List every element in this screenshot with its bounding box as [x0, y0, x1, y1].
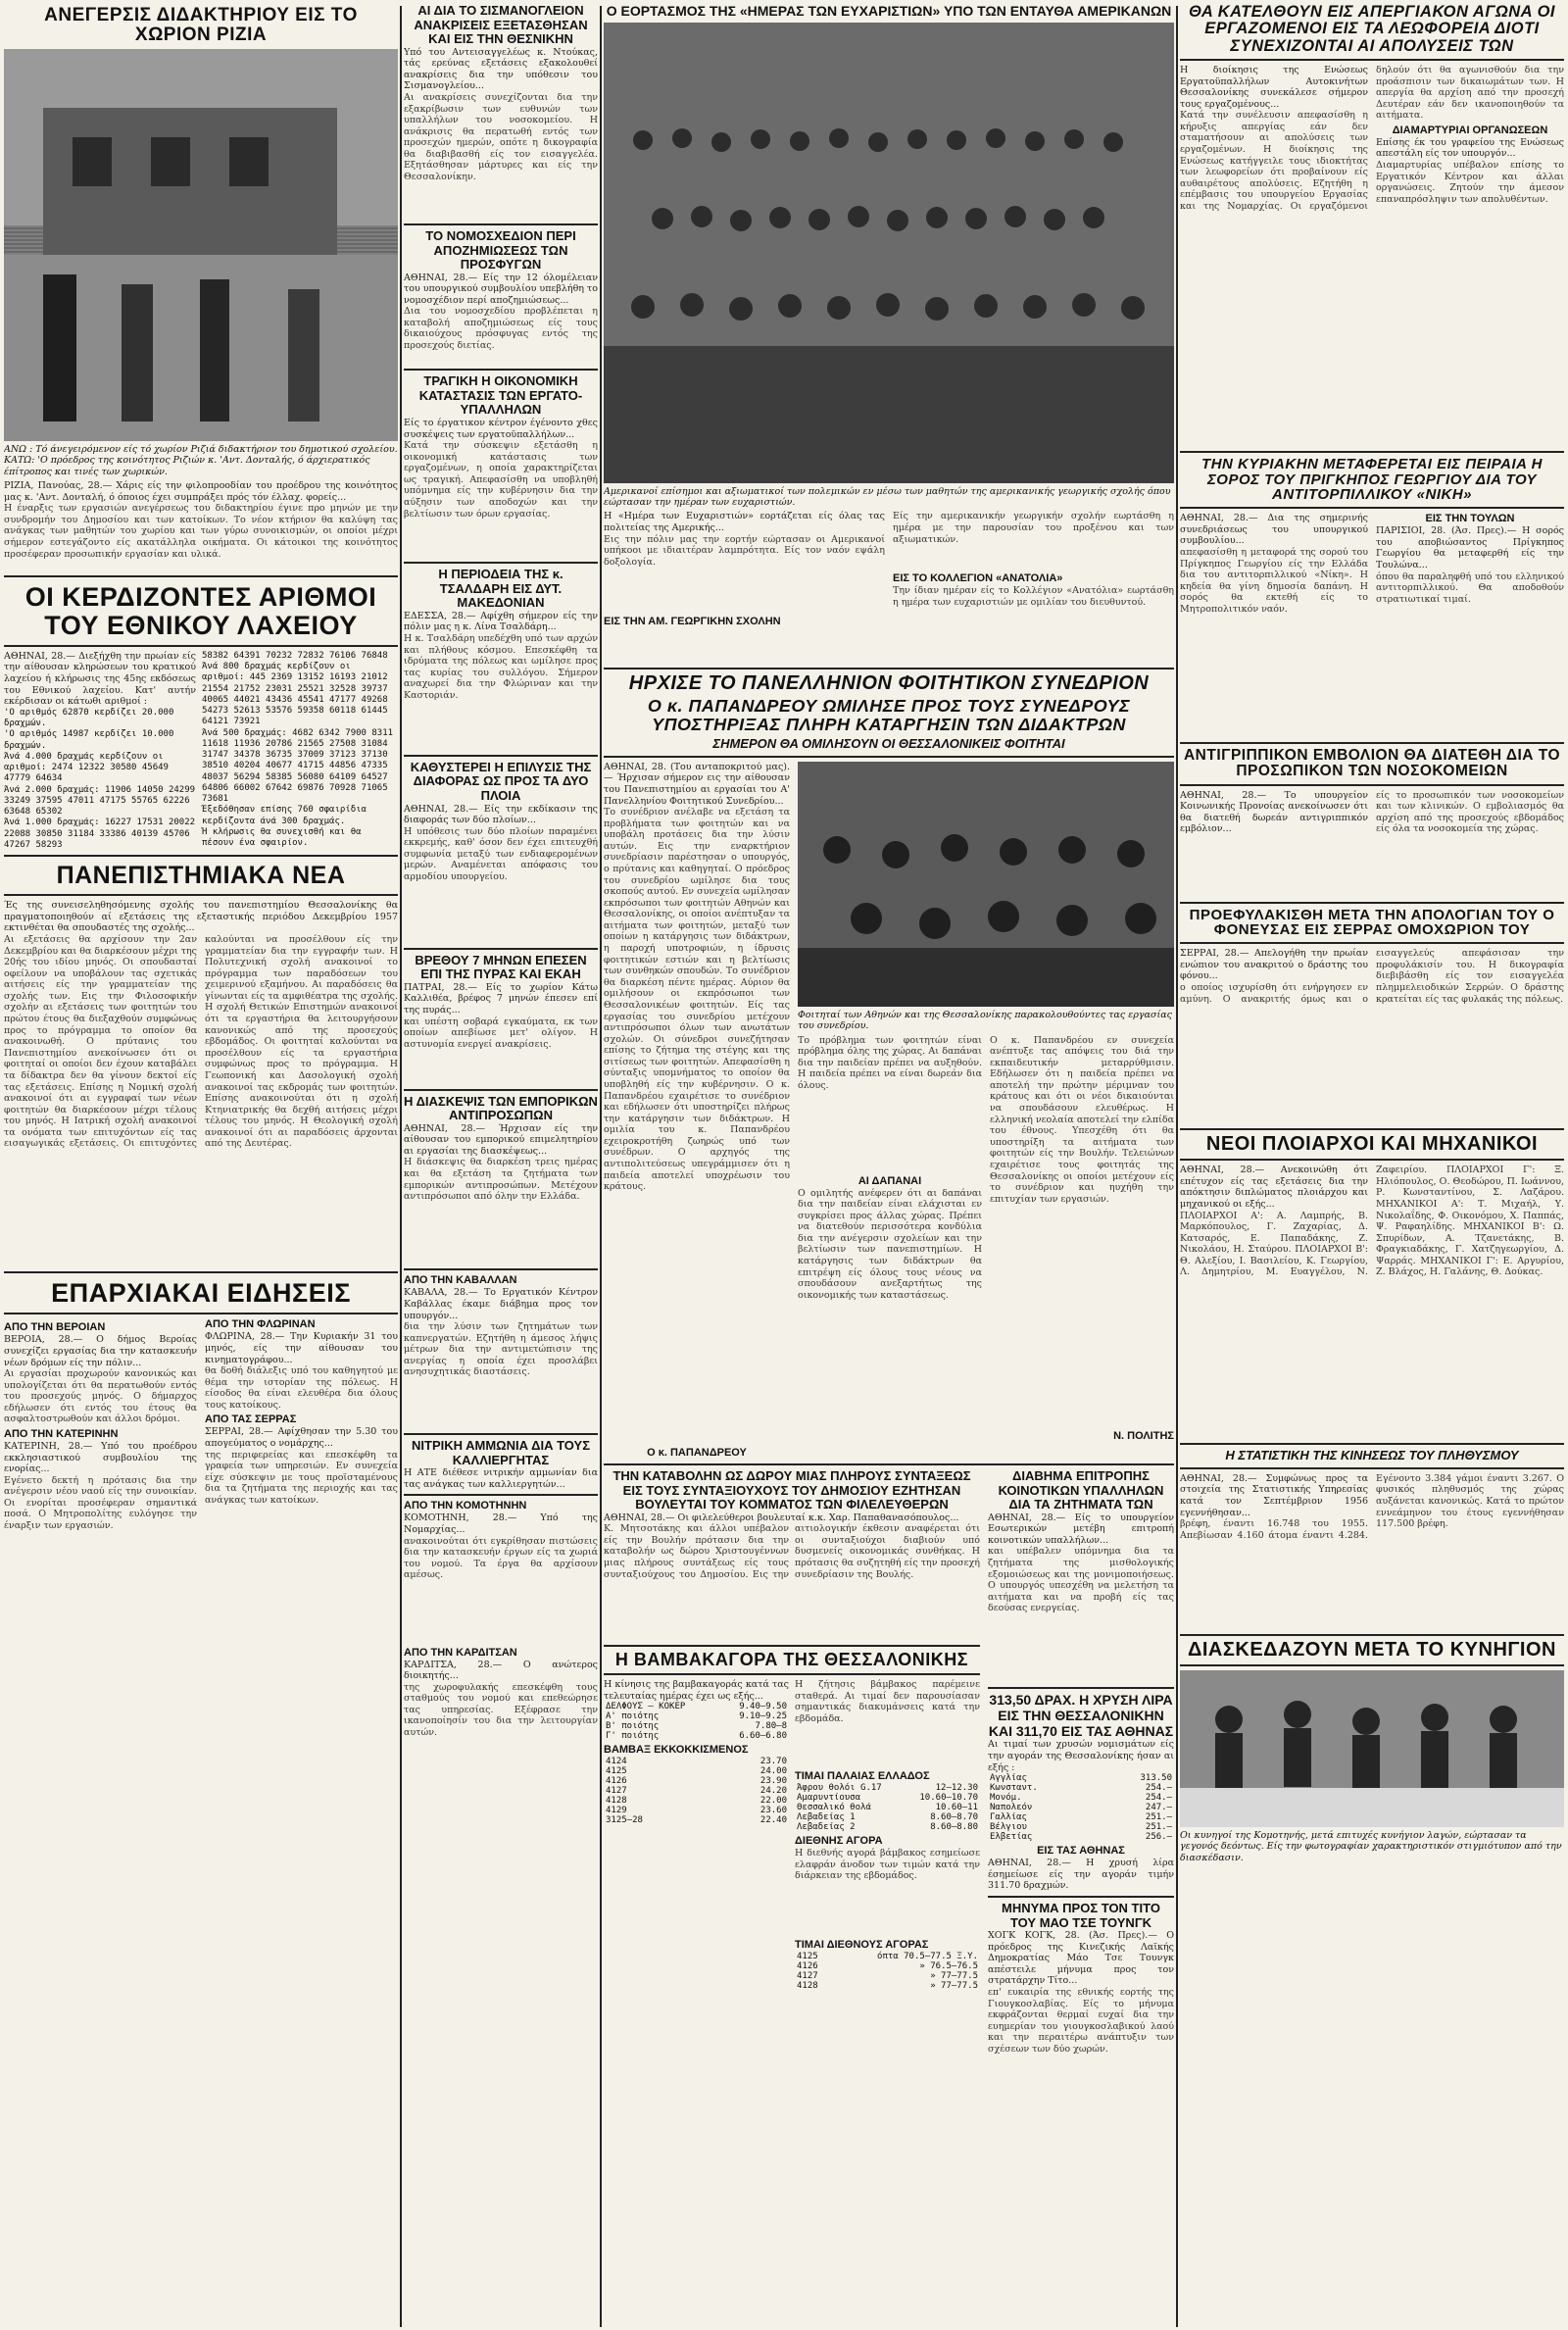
table-row: Άφρου θολόι G.17 12—12.30	[797, 1783, 978, 1794]
section-body: ΚΟΜΟΤΗΝΗ, 28.— Υπό της Νομαρχίας...	[404, 1512, 598, 1535]
article-body-cont: απεφασίσθη η μεταφορά της σορού του Πρίγκηπος Γεωργίου είς την Ελλάδα δια του αντιτορπιλλικού «Νίκη». Η κηδεία θα γίνη δημοσία δαπάνη. Η σορός θα εκτεθή είς το Μητροπολιτικόν ναόν.	[1180, 546, 1368, 615]
article-body-cont: Η ζήτησις βάμβακος παρέμεινε σταθερά. Αι τιμαί δεν παρουσίασαν σημαντικάς διακυμάνσεις κατά την εβδομάδα.	[795, 1679, 980, 1724]
article-body-cont: Η κ. Τσαλδάρη υπεδέχθη υπό των αρχών και πλήθους κόσμου. Επεσκέφθη τα ιδρύματα της πόλεως και ωμίλησε προς τας κυρίας του συλλόγου. Σήμερον αναχωρεί δια την Φλώριναν και την Καστοριάν.	[404, 632, 598, 701]
signature: Ν. ΠΟΛΙΤΗΣ	[1113, 1429, 1174, 1442]
table-row: 4125 όπτα 70.5—77.5 Ξ.Υ.	[797, 1952, 978, 1962]
section-subhead: ΔΙΑΜΑΡΤΥΡΙΑΙ ΟΡΓΑΝΩΣΕΩΝ	[1392, 124, 1548, 136]
table-row: 4126 23.90	[606, 1776, 787, 1787]
section-subhead: ΤΙΜΑΙ ΔΙΕΘΝΟΥΣ ΑΓΟΡΑΣ	[795, 1939, 929, 1952]
article-body: ΕΔΕΣΣΑ, 28.— Αφίχθη σήμερον είς την πόλιν μας η κ. Λίνα Τσαλδάρη...	[404, 610, 598, 633]
table-row: 3125—28 22.40	[606, 1815, 787, 1826]
column-rule	[600, 6, 602, 2327]
cotton-price-table	[604, 1702, 789, 1741]
section-body: ΣΕΡΡΑΙ, 28.— Αφίχθησαν την 5.30 του απογεύματος ο νομάρχης...	[205, 1426, 398, 1449]
photo-caption: Αμερικανοί επίσημοι και αξιωματικοί των πολεμικών εν μέσω των μαθητών της αμερικανικής γεωργικής σχολής όπου εώρτασαν την ημέραν των ευχαριστιών.	[604, 485, 1171, 509]
students-photo	[798, 762, 1174, 1007]
table-row: Γαλλίας 251.—	[990, 1812, 1172, 1823]
section-body-cont: της χωροφυλακής επεσκέφθη τους σταθμούς του νομού και επεθεώρησε τας υπηρεσίας. Εξέφρασε την ικανοποίησίν του δια την λειτουργίαν αυτών.	[404, 1681, 598, 1738]
section-subhead: ΕΙΣ ΤΗΝ ΤΟΥΛΩΝ	[1425, 513, 1515, 525]
article-body: ΠΑΡΙΣΙΟΙ, 28. (Άσ. Πρες).— Η σορός του αποβιώσαντος Πρίγκηπος Γεωργίου θα μεταφερθή είς την Τουλώνα...	[1376, 525, 1564, 570]
table-row: Αγγλίας 313.50	[990, 1773, 1172, 1784]
table-row: 4124 23.70	[606, 1757, 787, 1767]
photo-illustration	[4, 49, 398, 441]
article-body-cont: όπου θα παραληφθή υπό του ελληνικού αντιτορπιλλικού. Θα αποδοθούν στρατιωτικαί τιμαί.	[1376, 570, 1564, 605]
article-body: Αι τιμαί των χρυσών νομισμάτων είς την αγοράν της Θεσσαλονίκης ήσαν αι εξής :	[988, 1739, 1174, 1773]
headline-refugees: ΤΟ ΝΟΜΟΣΧΕΔΙΟΝ ΠΕΡΙ ΑΠΟΖΗΜΙΩΣΕΩΣ ΤΩΝ ΠΡΟΣΦΥΓΩΝ	[425, 227, 576, 273]
article-body-cont: βρέφη, έναντι 16.748 του 1955. Απεβίωσαν 4.160 άτομα έναντι 4.284. Εγένοντο 3.384 γάμοι έναντι 3.267. Ο φυσικός πληθυσμός της χώρας αυξάνεται κανονικώς. Κατά το πρώτον εννεάμηνον του έτους εγεννήθησαν 117.500 βρέφη.	[1180, 1472, 1564, 1541]
table-row: Ναπολεόν 247.—	[990, 1803, 1172, 1813]
article-body: ΑΘΗΝΑΙ, 28. (Του ανταποκριτού μας).— Ήρχισαν σήμερον εις την αίθουσαν του Πανεπιστημίου αι εργασίαι του Α' Πανελληνίου Φοιτητικού Συνεδρίου...	[604, 761, 790, 807]
lottery-line: 58382 64391 70232 72832 76106 76848	[202, 650, 388, 661]
university-body: Ές της συνεισεληθησόμενης σχολής του πανεπιστημίου Θεσσαλονίκης θα πραγματοποιηθούν αί εξετάσεις της εξεταστικής περιόδου Δεκεμβρίου 1957 εκτινθέται θα σπουδαστές της σχολής...	[4, 900, 398, 934]
lottery-intro: ΑΘΗΝΑΙ, 28.— Διεξήχθη την πρωίαν είς την αίθουσαν κληρώσεων του κρατικού λαχείου ή κλήρωσις της 45ης εκδόσεως του Εθνικού λαχείου. Κατ' αυτήν εκέρδισαν οι κάτωθι αριθμοί :	[4, 650, 196, 708]
table-row: 4129 23.60	[606, 1806, 787, 1816]
second-column	[404, 4, 598, 2325]
section-subhead: ΕΙΣ ΤΟ ΚΟΛΛΕΓΙΟΝ «ΑΝΑΤΟΛΙΑ»	[893, 572, 1063, 585]
article-body: Η κίνησις της βαμβακαγοράς κατά τας τελευταίας ημέρας έχει ως εξής...	[604, 1679, 789, 1702]
article-body: ΑΘΗΝΑΙ, 28.— Δια της σημερινής συνεδριάσεως του υπουργικού συμβουλίου...	[1180, 513, 1368, 547]
article-body: ΑΘΗΝΑΙ, 28.— Ανεκοινώθη ότι επέτυχον είς τας εξετάσεις δια την απόκτησιν διπλώματος πλοιάρχου και μηχανικού οι εξής...	[1180, 1165, 1368, 1210]
article-body: ΑΘΗΝΑΙ, 28.— Το υπουργείον Κοινωνικής Προνοίας ανεκοίνωσεν ότι θα διατεθή δωρεάν αντιγριππικόν εμβόλιον...	[1180, 789, 1368, 835]
section-subhead: ΤΙΜΑΙ ΠΑΛΑΙΑΣ ΕΛΛΑΔΟΣ	[795, 1770, 930, 1783]
section-body-cont: δια την λύσιν των ζητημάτων των καπνεργατών. Εζητήθη η άμεσος λήψις μέτρων δια την αντιμετώπισιν της ανεργίας η οποία έχει προσλάβει ανησυχητικάς διαστάσεις.	[404, 1321, 598, 1378]
section-body-cont: Εγένετο δεκτή η πρότασις δια την ανέγερσιν νέου ναού είς την συνοικίαν. Οι ενορίται προσέφεραν σημαντικά ποσά. Ο Μητροπολίτης ευλόγησε την έναρξιν των εργασιών.	[4, 1474, 197, 1532]
article-body: Επίσης έκ του γραφείου της Ενώσεως απεστάλη είς τον υπουργόν...	[1376, 136, 1564, 160]
article-body-cont: Είς την αμερικανικήν γεωργικήν σχολήν εωρτάσθη η ημέρα με την παρουσίαν του προξένου και των αξιωματικών.	[893, 511, 1174, 545]
section-subhead: ΑΠΟ ΤΗΝ ΒΕΡΟΙΑΝ	[4, 1321, 106, 1334]
left-column	[4, 4, 398, 2325]
lottery-line: Άνά 1.000 δραχμάς: 16227 17531 20022 22088 30850 31184 33386 40139 45706 47267 58293	[4, 818, 196, 850]
article-body: ΣΕΡΡΑΙ, 28.— Απελογήθη την πρωίαν ενώπιον του ανακριτού ο δράστης του φόνου...	[1180, 948, 1368, 982]
photo-caption: Φοιτηταί των Αθηνών και της Θεσσαλονίκης παρακολουθούντες τας εργασίας του συνεδρίου.	[798, 1009, 1172, 1032]
article-body: ΑΘΗΝΑΙ, 28.— Συμφώνως προς τα στοιχεία της Στατιστικής Υπηρεσίας κατά τον Σεπτέμβριον 1956 εγεννήθησαν...	[1180, 1472, 1368, 1518]
lottery-line: 'Ο αριθμός 62870 κερδίζει 20.000 δραχμών.	[4, 707, 174, 729]
students-illustration	[798, 762, 1174, 1007]
table-row: Β' ποιότης 7.80—8	[606, 1721, 787, 1732]
article-body-cont: Κ. Μητσοτάκης και άλλοι υπέβαλον είς την Βουλήν πρότασιν δια την καταβολήν ως δώρου Χριστουγέννων μιας πλήρους συντάξεως είς τους συνταξιούχους του Δημοσίου. Εις την αιτιολογικήν έκθεσιν αναφέρεται ότι οι συνταξιούχοι διαβιούν υπό δυσμενείς οικονομικάς συνθήκας. Η πρότασις θα συζητηθή είς την προσεχή συνεδρίασιν της Βουλής.	[604, 1523, 980, 1580]
crowd-illustration	[604, 23, 1174, 483]
article-body-cont: Η διεθνής αγορά βάμβακος εσημείωσε ελαφράν άνοδον των τιμών κατά την διάρκειαν της εβδομάδος.	[795, 1848, 980, 1882]
article-body-cont: και υπέβαλεν υπόμνημα δια τα ζητήματα της μισθολογικής εξομοιώσεως και της μονιμοποιήσεως. Ο υπουργός υπεσχέθη να μελετήση τα αιτήματα και να προβή είς τας δεούσας ενεργείας.	[988, 1546, 1174, 1614]
article-body-cont: Αι ανακρίσεις συνεχίζονται δια την εξακρίβωσιν των ευθυνών των υπαλλήλων του νοσοκομείου. Η ανάκρισις θα περατωθή εντός των προσεχών ημερών, οπότε η δικογραφία θα διαβιβασθή είς τον εισαγγελέα. Εξητάσθησαν μάρτυρες και είς την Θεσσαλονίκην.	[404, 91, 598, 182]
section-body-cont: Αι εργασίαι προχωρούν κανονικώς και υπολογίζεται ότι θα περατωθούν εντός του προσεχούς μηνός. Ο δήμαρχος εδήλωσεν ότι εντός του έτους θα ασφαλτοστρωθούν και άλλοι δρόμοι.	[4, 1368, 197, 1425]
section-body: ΒΕΡΟΙΑ, 28.— Ο δήμος Βεροίας συνεχίζει εργασίας δια την κατασκευήν νέων δρόμων είς την πόλιν...	[4, 1334, 197, 1368]
headline-thanksgiving: Ο ΕΟΡΤΑΣΜΟΣ ΤΗΣ «ΗΜΕΡΑΣ ΤΩΝ ΕΥΧΑΡΙΣΤΙΩΝ» ΥΠΟ ΤΩΝ ΕΝΤΑΥΘΑ ΑΜΕΡΙΚΑΝΩΝ	[606, 4, 1172, 19]
headline-merchants: Η ΔΙΑΣΚΕΨΙΣ ΤΩΝ ΕΜΠΟΡΙΚΩΝ ΑΝΤΙΠΡΟΣΩΠΩΝ	[404, 1093, 598, 1123]
table-row: 4127 » 77—77.5	[797, 1971, 978, 1982]
thanksgiving-photo	[604, 23, 1174, 483]
headline-vaccine: ΑΝΤΙΓΡΙΠΠΙΚΟΝ ΕΜΒΟΛΙΟΝ ΘΑ ΔΙΑΤΕΘΗ ΔΙΑ ΤΟ ΠΡΟΣΩΠΙΚΟΝ ΤΩΝ ΝΟΣΟΚΟΜΕΙΩΝ	[1183, 747, 1561, 780]
lottery-line: 'Ο αριθμός 14987 κερδίζει 10.000 δραχμών.	[4, 729, 174, 751]
hunters-photo	[1180, 1670, 1564, 1827]
article-body: ΡΙΖΙΑ, Πανούας, 28.— Χάρις είς την φιλοπροοδίαν του προέδρου της κοινότητος μας κ. 'Αντ. Δονταλή, ό όποιος έχει συμπράξει πρός τόν έλλαχ. φορείς...	[4, 480, 398, 503]
headline-baby: ΒΡΕΘΟΥ 7 ΜΗΝΩΝ ΕΠΕΣΕΝ ΕΠΙ ΤΗΣ ΠΥΡΑΣ ΚΑΙ ΕΚΑΗ	[415, 952, 587, 982]
table-row: ΔΕΛΦΟΥΣ — ΚΟΚΕΡ 9.40—9.50	[606, 1702, 787, 1712]
section-subhead: ΑΠΟ ΤΑΣ ΣΕΡΡΑΣ	[205, 1413, 297, 1426]
article-body: ΑΘΗΝΑΙ, 28.— Ήρχισαν είς την αίθουσαν του εμπορικού επιμελητηρίου αι εργασίαι της διασκέψεως...	[404, 1122, 598, 1157]
gold-price-table	[988, 1773, 1174, 1842]
table-row: Λεβαδείας 2 8.60—8.80	[797, 1822, 978, 1833]
table-row: 4128 » 77—77.5	[797, 1981, 978, 1992]
table-row: 4128 22.00	[606, 1796, 787, 1807]
section-subhead: ΑΠΟ ΤΗΝ ΚΑΒΑΛΛΑΝ	[404, 1274, 517, 1287]
article-body-cont: Το πρόβλημα των φοιτητών είναι πρόβλημα όλης της χώρας. Αι δαπάναι δια την παιδείαν πρέπει να αυξηθούν. Η παιδεία πρέπει να είναι δωρεάν δια όλους.	[798, 1034, 982, 1091]
column-rule	[400, 6, 402, 2327]
article-body-cont: είς το προσωπικόν των νοσοκομείων και των κλινικών. Ο εμβολιασμός θα αρχίση από της προσεχούς εβδομάδος είς όλα τα νοσοκομεία της χώρας.	[1376, 789, 1564, 835]
article-body-cont: Διαμαρτυρίας υπέβαλον επίσης το Εργατικόν Κέντρον και άλλαι οργανώσεις. Ζητούν την άμεσον επαναπρόσληψιν των απολυθέντων.	[1376, 159, 1564, 205]
section-subhead: ΔΙΕΘΝΗΣ ΑΓΟΡΑ	[795, 1835, 883, 1848]
table-row: Γ' ποιότης 6.60—6.80	[606, 1731, 787, 1742]
section-subhead: ΕΙΣ ΤΗΝ ΑΜ. ΓΕΩΡΓΙΚΗΝ ΣΧΟΛΗΝ	[604, 615, 781, 627]
cotton-grade-table	[604, 1757, 789, 1825]
lottery-line: Ή κλήρωσις θα συνεχισθή και θα πέσουν ένα σφαιρίον.	[202, 826, 362, 849]
lottery-line: Έξεδόθησαν επίσης 760 σφαιρίδια κερδίζοντα άνά 300 δραχμάς.	[202, 805, 367, 826]
right-column	[1180, 4, 1564, 2325]
headline-murder: ΠΡΟΕΦΥΛΑΚΙΣΘΗ ΜΕΤΑ ΤΗΝ ΑΠΟΛΟΓΙΑΝ ΤΟΥ Ο ΦΟΝΕΥΣΑΣ ΕΙΣ ΣΕΡΡΑΣ ΟΜΟΧΩΡΙΟΝ ΤΟΥ	[1189, 906, 1555, 939]
headline-pensions: ΤΗΝ ΚΑΤΑΒΟΛΗΝ ΩΣ ΔΩΡΟΥ ΜΙΑΣ ΠΛΗΡΟΥΣ ΣΥΝΤΑΞΕΩΣ ΕΙΣ ΤΟΥΣ ΣΥΝΤΑΞΙΟΥΧΟΥΣ ΤΟΥ ΔΗΜΟΣΙΟΥ ΕΖΗΤΗΣΑΝ ΒΟΥΛΕΥΤΑΙ ΤΟΥ ΚΟΜΜΑΤΟΣ ΤΩΝ ΦΙΛΕΛΕΥΘΕΡΩΝ	[612, 1468, 971, 1512]
section-subhead: ΑΠΟ ΤΗΝ ΚΑΤΕΡΙΝΗΝ	[4, 1427, 119, 1440]
headline-strike: ΘΑ ΚΑΤΕΛΘΟΥΝ ΕΙΣ ΑΠΕΡΓΙΑΚΟΝ ΑΓΩΝΑ ΟΙ ΕΡΓΑΖΟΜΕΝΟΙ ΕΙΣ ΤΑ ΛΕΩΦΟΡΕΙΑ ΔΙΟΤΙ ΣΥΝΕΧΙΖΟΝΤΑΙ ΑΙ ΑΠΟΛΥΣΕΙΣ ΤΩΝ	[1188, 4, 1555, 55]
article-body-cont: και υπέστη σοβαρά εγκαύματα, εκ των οποίων απεβίωσε μετ' ολίγον. Η αστυνομία ενεργεί ανακρίσεις.	[404, 1016, 598, 1050]
table-row: Θεσσαλικό θολά 10.60—11	[797, 1803, 978, 1813]
section-body: ΚΑΤΕΡΙΝΗ, 28.— Υπό του προέδρου εκκλησιαστικού συμβουλίου της ενορίας...	[4, 1440, 197, 1475]
photo-caption: Οι κυνηγοί της Κομοτηνής, μετά επιτυχές κυνήγιον λαγών, εώρτασαν τα γεγονός δεόντως. Είς την φωτογραφίαν χαρακτηριστικόν στιγμιότυπον από την διασκέδασιν.	[1180, 1829, 1562, 1863]
center-block	[604, 4, 1174, 2325]
article-body-cont: Το συνέδριον ανέλαβε να εξετάση τα προβλήματα των φοιτητών και να υποβάλη προτάσεις δια την λύσιν αυτών. Εις την εναρκτήριον συνεδρίασιν παρέστησαν ο υπουργός, ο πρύτανις και καθηγηταί. Ο πρόεδρος του συνεδρίου ωμίλησε δια τους σκοπούς αυτού. Εν συνεχεία ωμίλησαν εκπρόσωποι των φοιτητών Αθηνών και Θεσσαλονίκης, οι οποίοι ανέπτυξαν τα αιτήματα των φοιτητών, μεταξύ των οποίων η κατάργησις των διδάκτρων, η παροχή υποτροφιών, η ίδρυσις φοιτητικών εστιών και η βελτίωσις των συνθηκών σπουδών. Το συνέδριον θα διαρκέση πέντε ημέρας. Αύριον θα ομιλήσουν οι εκπρόσωποι των Θεσσαλονικέων φοιτητών. Είς τας εργασίας του συνεδρίου μετέχουν αντιπρόσωποι όλων των ανωτάτων σχολών. Οι σύνεδροι συνεζήτησαν επίσης το ζήτημα της στέγης και της σιτίσεως των φοιτητών. Απεφασίσθη η σύνταξις υπομνήματος το οποίον θα υποβληθή είς την κυβέρνησιν. Ο κ. Παπανδρέου εχαιρέτισε το συνέδριον και εδήλωσεν ότι υποστηρίζει πλήρως την κατάργησιν των διδάκτρων. Η ομιλία του κ. Παπανδρέου εχειροκροτήθη ζωηρώς υπό των συνέδρων. Ο αρχηγός της αντιπολιτεύσεως υπεγράμμισεν ότι η παιδεία αποτελεί υποχρέωσιν του κράτους.	[604, 807, 790, 1193]
article-body: Υπό του Αντεισαγγελέως κ. Ντούκας, τάς ερεύνας εξετάσεις εξακολουθεί ανακρίσεις δια την υπόθεσιν του Σισμανογλείου...	[404, 46, 598, 92]
article-body-cont: Ο ομιλητής ανέφερεν ότι αι δαπάναι δια την παιδείαν είναι ελάχισται εν συγκρίσει προς άλλας χώρας. Πρέπει να διατεθούν περισσότερα κονδύλια δια την ανέγερσιν σχολείων και την βελτίωσιν των πανεπιστημίων. Η κατάργησις των διδάκτρων θα επιτρέψη είς όλους τους νέους να σπουδάσουν ανεξαρτήτως της οικονομικής των καταστάσεως.	[798, 1187, 982, 1301]
table-row: Α' ποιότης 9.10—9.25	[606, 1711, 787, 1722]
article-body-cont: ο οποίος ισχυρίσθη ότι ενήργησεν εν αμύνη. Ο ανακριτής όμως και ο εισαγγελεύς απεφάσισαν την προφυλάκισίν του. Η δικογραφία διεβιβάσθη είς τον εισαγγελέα πλημμελειοδικών Σερρών. Ο δράστης κρατείται είς τας φυλακάς της πόλεως.	[1180, 948, 1564, 1005]
headline-workers: ΤΡΑΓΙΚΗ Η ΟΙΚΟΝΟΜΙΚΗ ΚΑΤΑΣΤΑΣΙΣ ΤΩΝ ΕΡΓΑΤΟ-ΥΠΑΛΛΗΛΩΝ	[418, 373, 583, 418]
section-subhead: ΑΠΟ ΤΗΝ ΦΛΩΡΙΝΑΝ	[205, 1318, 316, 1331]
section-subhead: ΑΠΟ ΤΗΝ ΚΑΡΔΙΤΣΑΝ	[404, 1646, 517, 1659]
article-body: ΑΘΗΝΑΙ, 28.— Η χρυσή λίρα έσημείωσε είς την αγοράν τιμήν 311.70 δραχμών.	[988, 1858, 1174, 1892]
headline-captains: ΝΕΟΙ ΠΛΟΙΑΡΧΟΙ ΚΑΙ ΜΗΧΑΝΙΚΟΙ	[1205, 1133, 1539, 1156]
article-body-cont: ΠΛΟΙΑΡΧΟΙ Α': Α. Λαμπρής, Β. Μαρκόπουλος, Γ. Ζαχαρίας, Δ. Κατσαρός, Ε. Παπαδάκης, Ζ. Νικολάου, Η. Σταύρου. ΠΛΟΙΑΡΧΟΙ Β': Θ. Αλεξίου, Ι. Βασιλείου, Κ. Γεωργίου, Λ. Δημητρίου, Μ. Ευαγγέλου, Ν. Ζαφειρίου. ΠΛΟΙΑΡΧΟΙ Γ': Ξ. Ηλιόπουλος, Ο. Θεοδώρου, Π. Ιωάννου, Ρ. Κωνσταντίνου, Σ. Λαζάρου. ΜΗΧΑΝΙΚΟΙ Α': Τ. Μιχαήλ, Υ. Νικολαΐδης, Φ. Οικονόμου, Χ. Παππάς, Ψ. Ραφαηλίδης. ΜΗΧΑΝΙΚΟΙ Β': Ω. Σπυρίδων, Α. Τζανετάκης, Β. Φραγκιαδάκης, Γ. Χατζηγεωργίου, Δ. Ψαρράς. ΜΗΧΑΝΙΚΟΙ Γ': Ε. Αργυρίου, Ζ. Βλάχος, Η. Γαλάνης, Θ. Δούκας.	[1180, 1165, 1564, 1278]
headline-delegation: ΔΙΑΒΗΜΑ ΕΠΙΤΡΟΠΗΣ ΚΟΙΝΟΤΙΚΩΝ ΥΠΑΛΛΗΛΩΝ ΔΙΑ ΤΑ ΖΗΤΗΜΑΤΑ ΤΩΝ	[998, 1468, 1164, 1512]
section-subhead: ΑΠΟ ΤΗΝ ΚΟΜΟΤΗΝΗΝ	[404, 1500, 527, 1512]
article-body: ΧΟΓΚ ΚΟΓΚ, 28. (Άσ. Πρες).— Ο πρόεδρος της Κινεζικής Λαϊκής Δημοκρατίας Μάο Τσε Τουνγκ απέστειλε μήνυμα προς τον στρατάρχην Τίτο...	[988, 1930, 1174, 1987]
headline-tsaldari: Η ΠΕΡΙΟΔΕΙΑ ΤΗΣ κ. ΤΣΑΛΔΑΡΗ ΕΙΣ ΔΥΤ. ΜΑΚΕΔΟΝΙΑΝ	[438, 567, 564, 611]
headline-papandreou: Ο κ. ΠΑΠΑΝΔΡΕΟΥ ΩΜΙΛΗΣΕ ΠΡΟΣ ΤΟΥΣ ΣΥΝΕΔΡΟΥΣ ΥΠΟΣΤΗΡΙΞΑΣ ΠΛΗΡΗ ΚΑΤΑΡΓΗΣΙΝ ΤΩΝ ΔΙΔΑΚΤΡΩΝ	[647, 696, 1131, 735]
article-body: Η διοίκησις της Ενώσεως Εργατοϋπαλλήλων Αυτοκινήτων Θεσσαλονίκης συνεκάλεσε σήμερον τους εργαζομένους...	[1180, 64, 1368, 110]
article-body: Είς το έργατικον κέντρον έγένοντο χθες συσκέψεις των εργατοϋπαλλήλων...	[404, 417, 598, 440]
old-greece-table	[795, 1783, 980, 1832]
section-body-cont: θα δοθή διάλεξις υπό του καθηγητού με θέμα την ιστορίαν της πόλεως. Η είσοδος θα είναι ελευθέρα δια όλους τους κατοίκους.	[205, 1365, 398, 1411]
headline-ammonia: ΝΙΤΡΙΚΗ ΑΜΜΩΝΙΑ ΔΙΑ ΤΟΥΣ ΚΑΛΛΙΕΡΓΗΤΑΣ	[412, 1438, 590, 1467]
table-row: Κωνσταντ. 254.—	[990, 1783, 1172, 1794]
article-body-cont: Εις την πόλιν μας την εορτήν εώρτασαν οι Αμερικανοί υπήκοοι με ιδιαιτέραν λαμπρότητα. Είς τον ναόν εψάλη δοξολογία.	[604, 533, 885, 568]
headline-cotton: Η ΒΑΜΒΑΚΑΓΟΡΑ ΤΗΣ ΘΕΣΣΑΛΟΝΙΚΗΣ	[614, 1650, 969, 1670]
headline-tito: ΜΗΝΥΜΑ ΠΡΟΣ ΤΟΝ ΤΙΤΟ ΤΟΥ ΜΑΟ ΤΣΕ ΤΟΥΝΓΚ	[1002, 1900, 1160, 1930]
headline-provincial: ΕΠΑΡΧΙΑΚΑΙ ΕΙΔΗΣΕΙΣ	[51, 1278, 351, 1309]
column-rule	[1176, 6, 1178, 2327]
article-body-cont: Η διάσκεψις θα διαρκέση τρεις ημέρας και θα εξετάση τα ζητήματα των εμπορικών αντιπροσώπων. Μετέχουν αντιπρόσωποι από όλην την Ελλάδα.	[404, 1157, 598, 1203]
article-body-cont: Την ίδιαν ημέραν είς το Κολλέγιον «Ανατόλια» εωρτάσθη η ημέρα των ευχαριστιών με ομιλίαν του διευθυντού.	[893, 585, 1174, 609]
headline-population: Η ΣΤΑΤΙΣΤΙΚΗ ΤΗΣ ΚΙΝΗΣΕΩΣ ΤΟΥ ΠΛΗΘΥΣΜΟΥ	[1225, 1448, 1519, 1463]
article-body-cont: επ' ευκαιρία της εθνικής εορτής της Γιουγκοσλαβίας. Είς το μήνυμα εκφράζονται θερμαί ευχαί δια την ευημερίαν του γιουγκοσλαβικού λαού και την περαιτέρω ανάπτυξιν των σχέσεων των δύο χωρών.	[988, 1986, 1174, 2055]
section-body: ΚΑΒΑΛΑ, 28.— Το Εργατικόν Κέντρον Καβάλλας έκαμε διάβημα προς τον υπουργόν...	[404, 1287, 598, 1321]
headline-lottery: ΟΙ ΚΕΡΔΙΖΟΝΤΕΣ ΑΡΙΘΜΟΙ ΤΟΥ ΕΘΝΙΚΟΥ ΛΑΧΕΙΟΥ	[24, 582, 377, 640]
article-body-cont: Ο κ. Παπανδρέου εν συνεχεία ανέπτυξε τας απόψεις του διά την εκπαιδευτικήν μεταρρύθμισιν. Εδήλωσεν ότι η παιδεία πρέπει να αποτελή την πρώτην μέριμναν του κράτους και ότι οι νέοι δικαιούνται να σπουδάσουν ελευθέρως. Η ελληνική νεολαία αποτελεί την ελπίδα του έθνους. Υπεσχέθη ότι θα υποστηρίξη τα αιτήματα των φοιτητών είς την Βουλήν. Τελειώνων εχαιρέτισε τους φοιτητάς της Θεσσαλονίκης οι οποίοι μετέχουν είς το συνέδριον και ηυχήθη την επιτυχίαν των εργασιών.	[990, 1034, 1174, 1205]
table-row: 4127 24.20	[606, 1786, 787, 1797]
section-subhead: ΒΑΜΒΑΞ ΕΚΚΟΚΚΙΣΜΕΝΟΣ	[604, 1744, 749, 1757]
section-body: ΚΑΡΔΙΤΣΑ, 28.— Ο ανώτερος διοικητής...	[404, 1659, 598, 1682]
headline-ships: ΚΑΘΥΣΤΕΡΕΙ Η ΕΠΙΛΥΣΙΣ ΤΗΣ ΔΙΑΦΟΡΑΣ ΩΣ ΠΡΟΣ ΤΑ ΔΥΟ ΠΛΟΙΑ	[410, 759, 592, 804]
headline-university: ΠΑΝΕΠΙΣΤΗΜΙΑΚΑ ΝΕΑ	[56, 862, 346, 890]
table-row: Μονόμ. 254.—	[990, 1793, 1172, 1804]
section-body-cont: ανακοινούται ότι εγκρίθησαν πιστώσεις δια την κατασκευήν έργων είς τα χωριά του νομού. Τα έργα θα αρχίσουν αμέσως.	[404, 1535, 598, 1581]
table-row: Ελβετίας 256.—	[990, 1832, 1172, 1843]
table-row: 4126 » 76.5—76.5	[797, 1961, 978, 1972]
hunters-illustration	[1180, 1670, 1564, 1827]
section-subhead: ΑΙ ΔΑΠΑΝΑΙ	[858, 1174, 922, 1187]
university-body-cont: Αι εξετάσεις θα αρχίσουν την 2αν Δεκεμβρίου και θα διαρκέσουν μέχρι της 20ής του ιδίου μηνός. Οι σπουδασταί οφείλουν να υποβάλουν τας σχετικάς αιτήσεις είς την γραμματείαν της σχολής των. Εις την Φιλοσοφικήν σχολήν αι εξετάσεις των φοιτητών του πρώτου έτους θα διεξαχθούν συμφώνως προς το πρόγραμμα το οποίον θα ανακοινωθή. Ο πρύτανις του Πανεπιστημίου ανεκοίνωσεν ότι οι φοιτηταί οι οποίοι δεν έχουν καταβάλει τα δίδακτρα δεν θα γίνουν δεκτοί είς τας εξετάσεις. Επίσης η Νομική σχολή ανακοινοί ότι αι εγγραφαί των νέων φοιτητών θα διαρκέσουν μέχρι τέλους του μηνός. Η Ιατρική σχολή ανακοινοί τα ονόματα των επιτυχόντων είς τας εισαγωγικάς εξετάσεις. Οι επιτυχόντες καλούνται να προσέλθουν είς την γραμματείαν δια την εγγραφήν των. Η Πολυτεχνική σχολή ανακοινοί το πρόγραμμα των παραδόσεων του χειμερινού εξαμήνου. Αι παραδόσεις θα γίνωνται είς τα αμφιθέατρα της σχολής. Η σχολή Θετικών Επιστημών ανακοινοί ότι τα εργαστήρια θα λειτουργήσουν κανονικώς από της προσεχούς εβδομάδος. Οι φοιτηταί καλούνται να προσέλθουν είς τα εργαστήρια συμφώνως προς το πρόγραμμα. Η Γεωπονική και Δασολογική σχολή ανακοινοί τας εκδρομάς των φοιτητών. Επίσης ανακοινούται ότι η σχολή Κτηνιατρικής θα δεχθή αιτήσεις μέχρι τέλους του μηνός. Η Θεολογική σχολή ανακοινοί ότι αι παραδόσεις άρχονται από της Δευτέρας.	[4, 934, 398, 1150]
lottery-line: Άνά 500 δραχμάς: 4682 6342 7900 8311 11618 11936 20786 21565 27508 31084 31747 34378 36735 37009 37123 37130 38510 40204 40677 41715 44856 47335 48037 56294 58385 56080 64109 64527 64806 66002 67642 69876 70928 71065 73681	[202, 727, 394, 805]
article-body: ΑΘΗΝΑΙ, 28.— Οι φιλελεύθεροι βουλευταί κ.κ. Χαρ. Παπαθανασόπουλος...	[604, 1512, 959, 1523]
table-row: 4125 24.00	[606, 1766, 787, 1777]
school-building-photo	[4, 49, 398, 441]
section-body: ΦΛΩΡΙΝΑ, 28.— Την Κυριακήν 31 του μηνός, είς την αίθουσαν του κινηματογράφου...	[205, 1331, 398, 1365]
headline-congress: ΗΡΧΙΣΕ ΤΟ ΠΑΝΕΛΛΗΝΙΟΝ ΦΟΙΤΗΤΙΚΟΝ ΣΥΝΕΔΡΙΟΝ	[628, 672, 1150, 695]
article-body-cont: Δια του νομοσχεδίου προβλέπεται η καταβολή αποζημιώσεως είς τους δικαιούχους πρόσφυγας εντός της προσεχούς διετίας.	[404, 306, 598, 352]
intl-price-table	[795, 1952, 980, 1991]
headline-students: ΣΗΜΕΡΟΝ ΘΑ ΟΜΙΛΗΣΟΥΝ ΟΙ ΘΕΣΣΑΛΟΝΙΚΕΙΣ ΦΟΙΤΗΤΑΙ	[712, 736, 1065, 752]
headline-gold: 313,50 ΔΡΑΧ. Η ΧΡΥΣΗ ΛΙΡΑ ΕΙΣ ΤΗΝ ΘΕΣΣΑΛΟΝΙΚΗΝ ΚΑΙ 311,70 ΕΙΣ ΤΑΣ ΑΘΗΝΑΣ	[988, 1692, 1174, 1739]
article-body-cont: Κατά την συνέλευσιν απεφασίσθη η κήρυξις απεργίας εάν δεν σταματήσουν αι απολύσεις των εργαζομένων. Η διοίκησις της Ενώσεως κατήγγειλε τους ιδιοκτήτας των λεωφορείων ότι προβαίνουν είς αυθαιρέτους απολύσεις. Εζητήθη η επέμβασις του υπουργείου Εργασίας και της Νομαρχίας. Οι εργαζόμενοι δηλούν ότι θα αγωνισθούν δια την προάσπισιν των δικαιωμάτων των. Η απεργία θα αρχίση από την προσεχή Δευτέραν εάν δεν ικανοποιηθούν τα αιτήματα.	[1180, 64, 1564, 212]
table-row: Βέλγιου 251.—	[990, 1822, 1172, 1833]
table-row: Αμαρυντίουσα 10.60—10.70	[797, 1793, 978, 1804]
article-body: ΑΘΗΝΑΙ, 28.— Είς το υπουργείον Εσωτερικών μετέβη επιτροπή κοινοτικών υπαλλήλων...	[988, 1512, 1174, 1546]
photo-caption: ΑΝΩ : Τό άνεγειρόμενον είς τό χωρίον Ριζιά διδακτήριον του δημοτικού σχολείου. ΚΑΤΩ: 'Ο πρόεδρος της κοινότητος Ριζιών κ. 'Αντ. Δονταλής, ό άρχιερατικός έπίτροπος και τινές των χωρικών.	[4, 443, 398, 477]
section-subhead: Ο κ. ΠΑΠΑΝΔΡΕΟΥ	[647, 1447, 747, 1460]
article-body: ΑΘΗΝΑΙ, 28.— Είς την 12 όλομέλειαν του υπουργικού συμβουλίου υπεβλήθη το νομοσχέδιον περί αποζημιώσεως...	[404, 272, 598, 306]
lottery-line: Άνά 2.000 δραχμάς: 11906 14050 24299 33249 37595 47011 47175 55765 62226 63648 65302	[4, 784, 196, 818]
article-body-cont: Η έναρξις των εργασιών ανεγέρσεως του διδακτηρίου έγινε προ μηνών με την συνδρομήν του Δημοσίου και των κατοίκων. Το νέον κτήριον θα καλύψη τας ανάγκας των μαθητών του χωρίου και των γύρω συνοικισμών, οι οποίοι μέχρι σήμερον εστεγάζοντο είς ακατάλληλα οικήματα. Οι κάτοικοι της κοινότητος προσέφεραν προσωπικήν εργασίαν και υλικά.	[4, 503, 398, 560]
article-body-cont: Κατά την σύσκεψιν εξετάσθη η οικονομική κατάστασις των εργαζομένων, η οποία χαρακτηρίζεται ως τραγική. Απεφασίσθη να υποβληθή υπόμνημα είς την κυβέρνησιν δια την αύξησιν των αποδοχών και την βελτίωσιν των όρων εργασίας.	[404, 440, 598, 520]
article-body: ΑΘΗΝΑΙ, 28.— Είς την εκδίκασιν της διαφοράς των δύο πλοίων...	[404, 803, 598, 826]
section-body-cont: της περιφερείας και επεσκέφθη τα γραφεία των υπηρεσιών. Εν συνεχεία είχε σύσκεψιν με τους προϊσταμένους δια τα ζητήματα της περιοχής και τας ανάγκας των κατοίκων.	[205, 1449, 398, 1506]
headline-riziá: ΑΝΕΓΕΡΣΙΣ ΔΙΔΑΚΤΗΡΙΟΥ ΕΙΣ ΤΟ ΧΩΡΙΟΝ ΡΙΖΙΑ	[44, 5, 358, 45]
headline-sismanogleion: ΑΙ ΔΙΑ ΤΟ ΣΙΣΜΑΝΟΓΛΕΙΟΝ ΑΝΑΚΡΙΣΕΙΣ ΕΞΕΤΑΣΘΗΣΑΝ ΚΑΙ ΕΙΣ ΤΗΝ ΘΕΣΝΙΚΗΝ	[414, 4, 588, 47]
article-body-cont: Η υπόθεσις των δύο πλοίων παραμένει εκκρεμής, καθ' όσον δεν έχει επιτευχθή συμφωνία μεταξύ των ενδιαφερομένων μερών. Αναμένεται απόφασις του αρμοδίου υπουργείου.	[404, 825, 598, 883]
article-body: Η ΑΤΕ διέθεσε νιτρικήν αμμωνίαν δια τας ανάγκας των καλλιεργητών...	[404, 1467, 598, 1490]
lottery-line: Άνά 4.000 δραχμάς κερδίζουν οι αριθμοί: 2474 12322 30580 45649 47779 64634	[4, 751, 169, 784]
headline-hunters: ΔΙΑΣΚΕΔΑΖΟΥΝ ΜΕΤΑ ΤΟ ΚΥΝΗΓΙΟΝ	[1188, 1638, 1556, 1661]
article-body: ΠΑΤΡΑΙ, 28.— Είς το χωρίον Κάτω Καλλιθέα, βρέφος 7 μηνών έπεσεν επί της πυράς...	[404, 981, 598, 1016]
article-body: Η «Ημέρα των Ευχαριστιών» εορτάζεται είς όλας τας πολιτείας της Αμερικής...	[604, 511, 885, 534]
headline-prince: ΤΗΝ ΚΥΡΙΑΚΗΝ ΜΕΤΑΦΕΡΕΤΑΙ ΕΙΣ ΠΕΙΡΑΙΑ Η ΣΟΡΟΣ ΤΟΥ ΠΡΙΓΚΗΠΟΣ ΓΕΩΡΓΙΟΥ ΔΙΑ ΤΟΥ ΑΝΤΙΤΟΡΠΙΛΛΙΚΟΥ «ΝΙΚΗ»	[1201, 455, 1543, 504]
lottery-line: Άνά 800 δραχμάς κερδίζουν οι αριθμοί: 445 2369 13152 16193 21012 21554 21752 23031 25521 32528 39737 40065 44021 43436 45541 47177 49268 54273 52613 53576 59358 60118 61445 64121 73921	[202, 662, 388, 727]
section-subhead: ΕΙΣ ΤΑΣ ΑΘΗΝΑΣ	[1037, 1845, 1125, 1858]
table-row: Λεβαδείας 1 8.60—8.70	[797, 1812, 978, 1823]
